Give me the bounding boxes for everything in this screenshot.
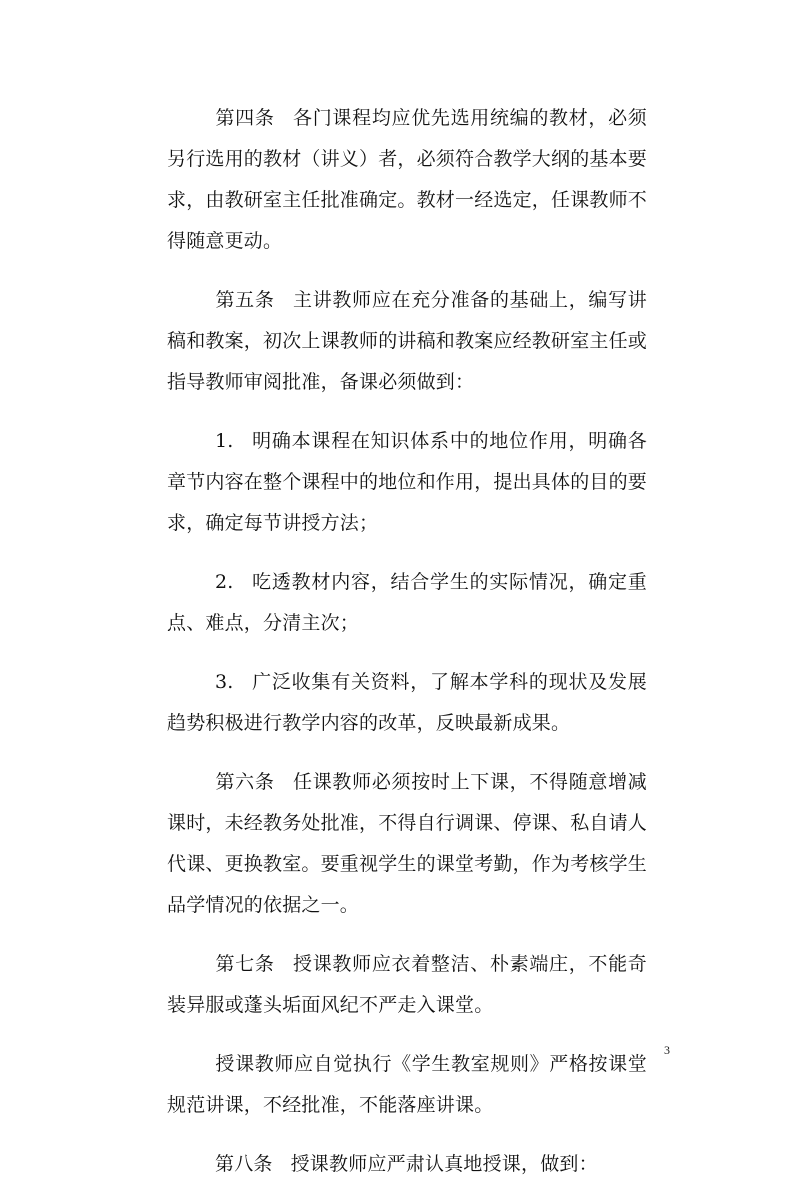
list-number: 3. [215,671,234,693]
list-item-3 [167,662,647,744]
paragraph-label: 第八条 [215,1153,273,1175]
article-5-paragraph [167,280,647,403]
document-body [167,98,647,1203]
list-text: 吃透教材内容，结合学生的实际情况，确定重点、难点，分清主次； [167,571,647,634]
list-number: 2. [215,571,234,593]
classroom-rules-paragraph [167,1044,647,1126]
paragraph-text: 主讲教师应在充分准备的基础上，编写讲稿和教案，初次上课教师的讲稿和教案应经教研室主任或指导教师审阅批准，备课必须做到： [167,289,648,393]
paragraph-text: 授课教师应自觉执行《学生教室规则》严格按课堂规范讲课，不经批准，不能落座讲课。 [167,1053,647,1116]
paragraph-text: 各门课程均应优先选用统编的教材，必须另行选用的教材（讲义）者，必须符合教学大纲的基本要求，由教研室主任批准确定。教材一经选定，任课教师不得随意更动。 [167,107,648,252]
list-item-2 [167,562,647,644]
article-8-paragraph [167,1144,647,1185]
paragraph-label: 第五条 [215,289,275,311]
paragraph-text: 任课教师必须按时上下课，不得随意增减课时，未经教务处批准，不得自行调课、停课、私自请人代课、更换教室。要重视学生的课堂考勤，作为考核学生品学情况的依据之一。 [167,771,648,916]
paragraph-label: 第六条 [215,771,275,793]
list-item-1 [167,421,647,544]
article-7-paragraph [167,944,647,1026]
article-4-paragraph [167,98,647,262]
page-number: 3 [664,1043,670,1057]
article-6-paragraph [167,762,647,926]
paragraph-text: 授课教师应严肃认真地授课，做到： [290,1153,598,1175]
paragraph-label: 第四条 [215,107,275,129]
list-number: 1. [215,430,234,452]
list-text: 明确本课程在知识体系中的地位作用，明确各章节内容在整个课程中的地位和作用，提出具体的目的要求，确定每节讲授方法； [167,430,648,534]
paragraph-text: 授课教师应衣着整洁、朴素端庄，不能奇装异服或蓬头垢面风纪不严走入课堂。 [167,953,647,1016]
paragraph-label: 第七条 [215,953,275,975]
list-text: 广泛收集有关资料，了解本学科的现状及发展趋势积极进行教学内容的改革，反映最新成果。 [167,671,647,734]
